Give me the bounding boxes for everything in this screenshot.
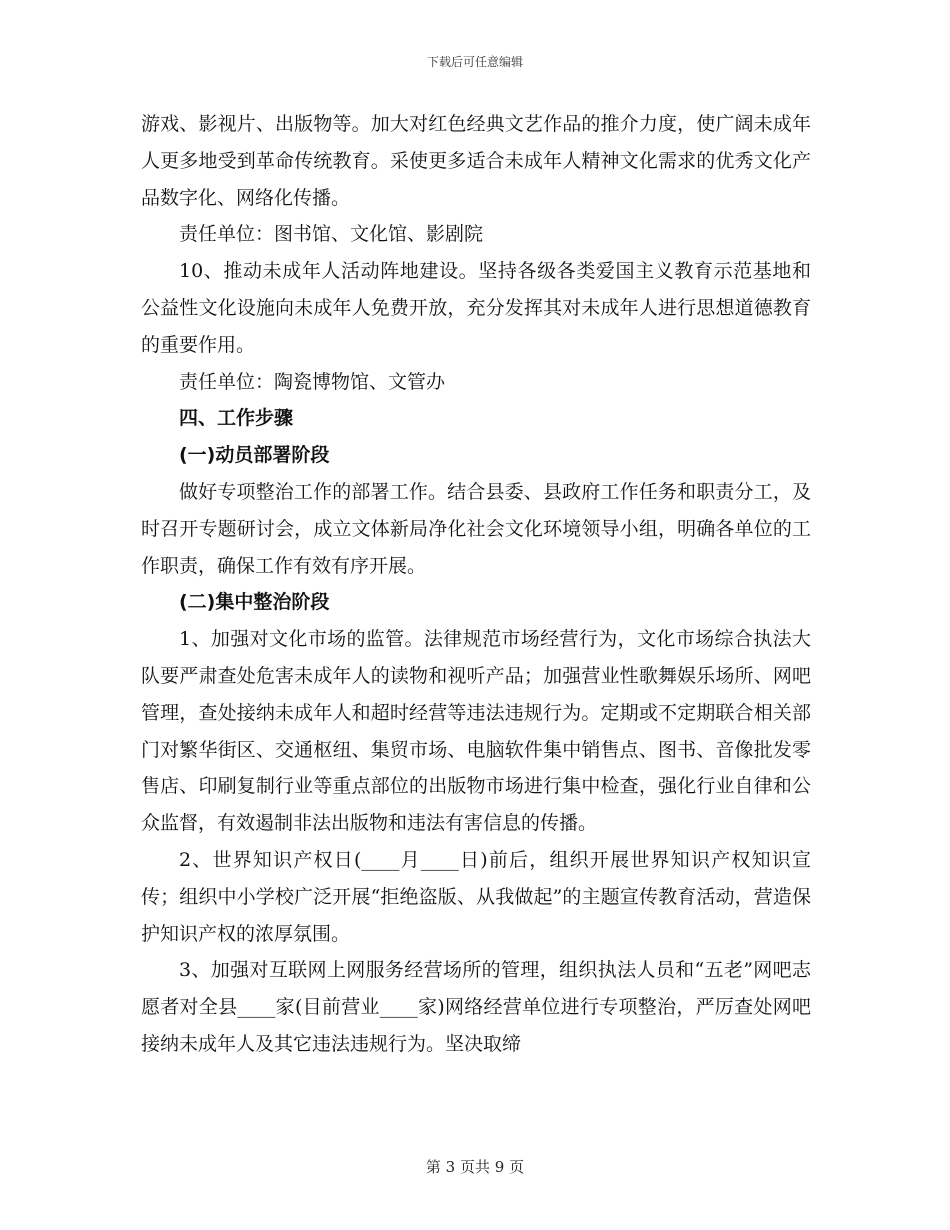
paragraph-continuation: 游戏、影视片、出版物等。加大对红色经典文艺作品的推介力度，使广阔未成年人更多地受到革命传统教育。采使更多适合未成年人精神文化需求的优秀文化产品数字化、网络化传播。 bbox=[141, 113, 811, 209]
paragraph-item-3: 3、加强对互联网上网服务经营场所的管理，组织执法人员和“五老”网吧志愿者对全县____家(目前营业____家)网络经营单位进行专项整治，严厉查处网吧接纳未成年人及其它违法违规行为。坚决取缔 bbox=[141, 959, 811, 1055]
responsible-unit-line: 责任单位：陶瓷博物馆、文管办 bbox=[179, 370, 446, 393]
responsible-unit-line: 责任单位：图书馆、文化馆、影剧院 bbox=[179, 223, 484, 246]
paragraph-item-2: 2、世界知识产权日(____月____日)前后，组织开展世界知识产权知识宣传；组织中小学校广泛开展“拒绝盗版、从我做起”的主题宣传教育活动，营造保护知识产权的浓厚氛围。 bbox=[141, 848, 811, 945]
paragraph: 做好专项整治工作的部署工作。结合县委、县政府工作任务和职责分工，及时召开专题研讨会，成立文体新局净化社会文化环境领导小组，明确各单位的工作职责，确保工作有效有序开展。 bbox=[141, 480, 811, 577]
paragraph-item-10: 10、推动未成年人活动阵地建设。坚持各级各类爱国主义教育示范基地和公益性文化设施向未成年人免费开放，充分发挥其对未成年人进行思想道德教育的重要作用。 bbox=[141, 260, 811, 356]
paragraph-item-1: 1、加强对文化市场的监管。法律规范市场经营行为，文化市场综合执法大队要严肃查处危害未成年人的读物和视听产品；加强营业性歌舞娱乐场所、网吧管理，查处接纳未成年人和超时经营等违法违规行为。定期或不定期联合相关部门对繁华街区、交通枢纽、集贸市场、电脑软件集中销售点、图书、音像批发零售店、印刷复制行业等重点部位的出版物市场进行集中检查，强化行业自律和公众监督，有效遏制非法出版物和违法有害信息的传播。 bbox=[141, 628, 811, 835]
page-number: 第 3 页共 9 页 bbox=[425, 1158, 525, 1176]
page-header: 下载后可任意编辑 bbox=[426, 55, 523, 69]
document-body bbox=[141, 106, 811, 1063]
subsection-heading: (一)动员部署阶段 bbox=[179, 444, 330, 467]
subsection-heading: (二)集中整治阶段 bbox=[179, 591, 330, 614]
section-heading: 四、工作步骤 bbox=[179, 407, 294, 430]
